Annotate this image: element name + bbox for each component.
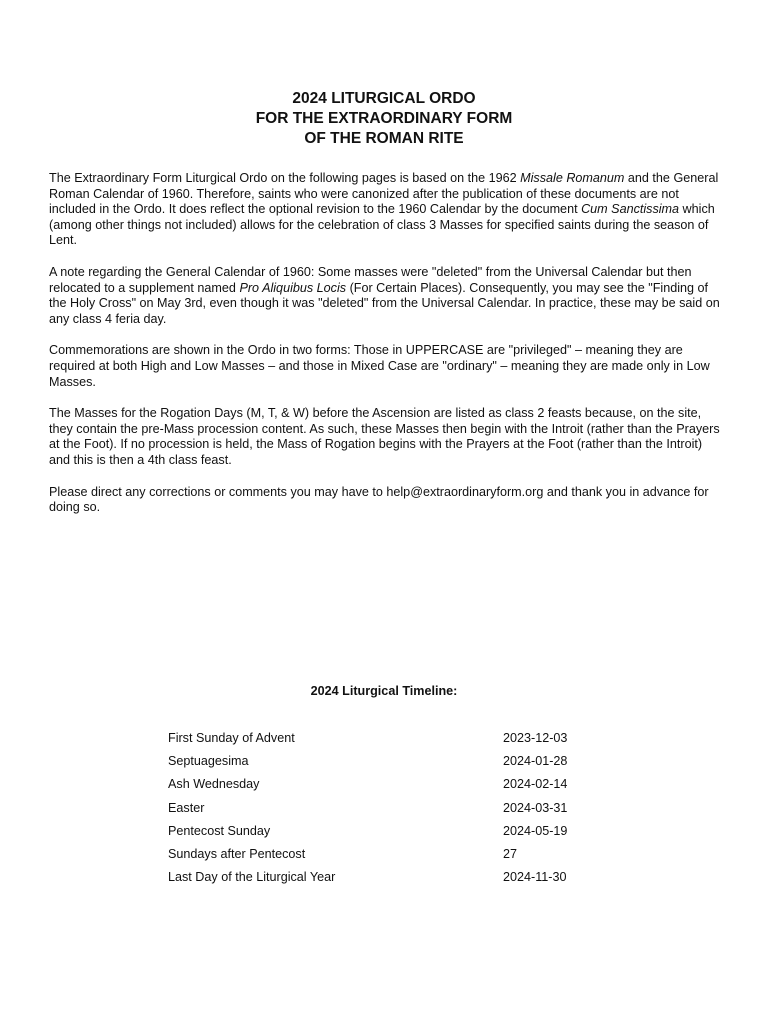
- timeline-row: [168, 866, 608, 889]
- timeline-label: First Sunday of Advent: [168, 730, 295, 745]
- timeline-label: Septuagesima: [168, 753, 249, 768]
- timeline-value: 2024-05-19: [503, 823, 568, 838]
- timeline-row: [168, 749, 608, 772]
- timeline-value: 2024-01-28: [503, 753, 568, 768]
- timeline-row: [168, 819, 608, 842]
- title-line-3: OF THE ROMAN RITE: [304, 130, 464, 147]
- italic-title: Cum Sanctissima: [581, 202, 680, 217]
- title-line-2: FOR THE EXTRAORDINARY FORM: [255, 110, 513, 127]
- italic-title: Pro Aliquibus Locis: [239, 280, 347, 295]
- document-title: [0, 89, 768, 149]
- paragraph-commemorations: Commemorations are shown in the Ordo in two forms: Those in UPPERCASE are "privileged" – meaning they are required at both High and Low Masses – and those in Mixed Case are "ordinary" – meaning they are made only in Low Masses.: [49, 343, 710, 389]
- paragraph-general-calendar: [49, 265, 721, 327]
- timeline-label: Ash Wednesday: [168, 777, 260, 792]
- timeline-label: Pentecost Sunday: [168, 823, 271, 838]
- timeline-label: Last Day of the Liturgical Year: [168, 870, 336, 885]
- text-run: A note regarding the General Calendar of 1960: Some masses were "deleted" from the Universal Calendar but then relocated to a supplement named: [49, 264, 692, 295]
- timeline-label: Easter: [168, 800, 205, 815]
- timeline-row: [168, 796, 608, 819]
- italic-title: Missale Romanum: [520, 171, 625, 185]
- timeline-value: 2024-11-30: [503, 870, 567, 885]
- paragraph-contact: Please direct any corrections or comments you may have to help@extraordinaryform.org and thank you in advance for doing so.: [49, 484, 709, 515]
- timeline-value: 2024-02-14: [503, 777, 568, 792]
- timeline-value: 27: [503, 847, 518, 862]
- paragraph-rogation-days: The Masses for the Rogation Days (M, T, & W) before the Ascension are listed as class 2 feasts because, on the site, they contain the pre-Mass procession content. As such, these Masses then begin with the Introit (rather than the Prayers at the Foot). If no procession is held, the Mass of Rogation begins with the Prayers at the Foot (rather than the Introit) and this is then a 4th class feast.: [49, 406, 720, 467]
- timeline-row: [168, 842, 608, 865]
- timeline-row: [168, 773, 608, 796]
- timeline-title: 2024 Liturgical Timeline:: [310, 684, 458, 698]
- timeline-row: [168, 726, 608, 749]
- body-text: [49, 171, 721, 532]
- paragraph-missale: [49, 171, 721, 249]
- timeline-value: 2023-12-03: [503, 730, 568, 745]
- text-run: The Extraordinary Form Liturgical Ordo on the following pages is based on the 1962: [49, 171, 521, 185]
- timeline-table: [168, 726, 608, 889]
- timeline-value: 2024-03-31: [503, 800, 568, 815]
- text-run: which (among other things not included) allows for the celebration of class 3 Masses for specified saints during the season of Lent.: [49, 202, 715, 248]
- timeline-label: Sundays after Pentecost: [168, 847, 306, 862]
- title-line-1: 2024 LITURGICAL ORDO: [292, 90, 476, 107]
- text-run: (For Certain Places). Consequently, you may see the "Finding of the Holy Cross" on May 3rd, even though it was "deleted" from the Universal Calendar. In practice, these may be said on any class 4 feria day.: [49, 280, 720, 326]
- text-run: and the General Roman Calendar of 1960. Therefore, saints who were canonized after the publication of these documents are not included in the Ordo. It does reflect the optional revision to the 1960 Calendar by the document: [49, 171, 719, 217]
